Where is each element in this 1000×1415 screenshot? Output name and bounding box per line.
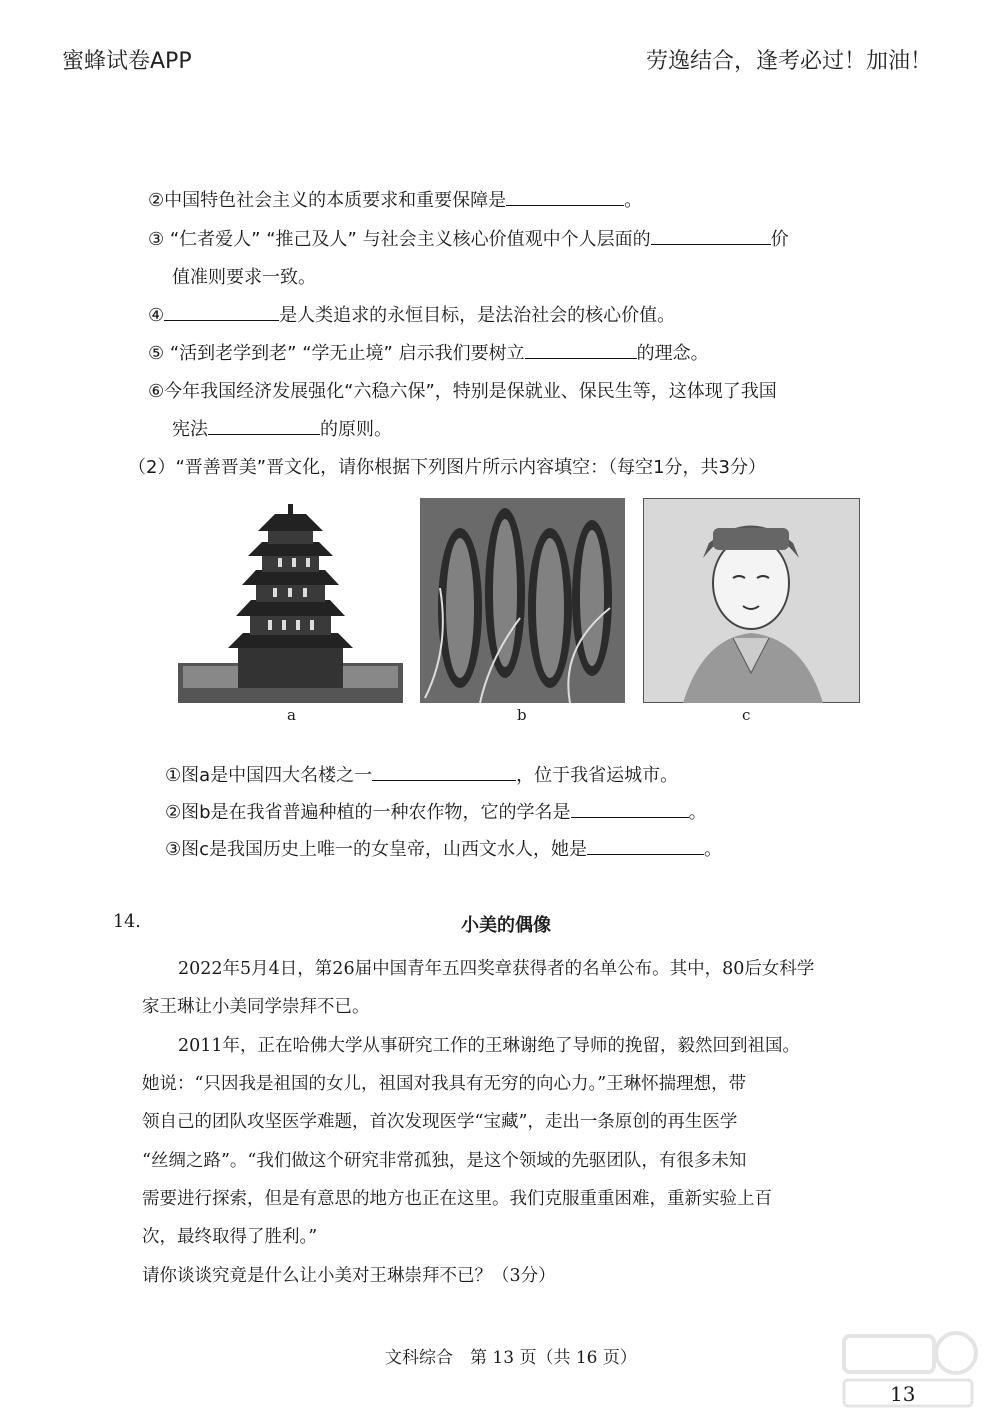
section2-heading: （2）“晋善晋美”晋文化，请你根据下列图片所示内容填空：（每空1分，共3分） xyxy=(128,457,767,478)
item-text: ⑤ “活到老学到老” “学无止境” 启示我们要树立 xyxy=(148,343,525,364)
paragraph-line: 家王琳让小美同学崇拜不已。 xyxy=(142,997,370,1017)
figure-c-portrait xyxy=(643,498,860,703)
item-text: 是人类追求的永恒目标，是法治社会的核心价值。 xyxy=(279,305,676,326)
app-name: 蜜蜂试卷APP xyxy=(62,49,192,74)
caption-a: a xyxy=(287,706,296,724)
fill-item-6: ⑥今年我国经济发展强化“六稳六保”，特别是保就业、保民生等，这体现了我国 xyxy=(148,381,777,402)
page-number: 13 xyxy=(890,1382,916,1406)
item-text: ，位于我省运城市。 xyxy=(516,765,679,786)
paragraph-line: 她说：“只因我是祖国的女儿，祖国对我具有无穷的向心力。”王琳怀揣理想，带 xyxy=(142,1074,747,1094)
item-text: 宪法 xyxy=(172,419,208,440)
item-text: ②中国特色社会主义的本质要求和重要保障是 xyxy=(148,190,507,211)
fill-item-4 xyxy=(148,301,675,327)
caption-b: b xyxy=(517,706,527,724)
fill-item-5 xyxy=(148,339,709,365)
item-text: 价 xyxy=(770,229,789,250)
question-title: 小美的偶像 xyxy=(461,915,551,936)
fill-item-3 xyxy=(148,225,789,251)
figure-item-1 xyxy=(165,761,678,787)
answer-blank[interactable] xyxy=(571,799,689,818)
item-text: ③ “仁者爱人” “推己及人” 与社会主义核心价值观中个人层面的 xyxy=(148,229,651,250)
slogan: 劳逸结合，逢考必过！加油！ xyxy=(645,49,932,74)
fill-item-6-cont xyxy=(172,415,392,441)
paragraph-line: 领自己的团队攻坚医学难题，首次发现医学“宝藏”，走出一条原创的再生医学 xyxy=(142,1112,738,1132)
answer-blank[interactable] xyxy=(587,836,704,855)
item-text: ②图b是在我省普遍种植的一种农作物，它的学名是 xyxy=(165,802,571,823)
item-text: ③图c是我国历史上唯一的女皇帝，山西文水人，她是 xyxy=(165,839,588,860)
answer-blank[interactable] xyxy=(525,340,637,359)
item-text: 。 xyxy=(624,190,643,211)
answer-blank[interactable] xyxy=(164,302,279,321)
figure-b-grain xyxy=(420,498,625,703)
item-text: 。 xyxy=(704,839,723,860)
caption-c: c xyxy=(742,706,751,724)
answer-blank[interactable] xyxy=(506,187,624,206)
item-text: ④ xyxy=(148,305,165,326)
item-text: 的理念。 xyxy=(636,343,709,364)
figure-item-3 xyxy=(165,835,722,861)
page-footer: 文科综合 第 13 页（共 16 页） xyxy=(385,1348,637,1368)
paragraph-line: 2011年，正在哈佛大学从事研究工作的王琳谢绝了导师的挽留，毅然回到祖国。 xyxy=(178,1036,801,1056)
paragraph-line: “丝绸之路”。“我们做这个研究非常孤独，是这个领域的先驱团队，有很多未知 xyxy=(142,1151,747,1171)
paragraph-line: 2022年5月4日，第26届中国青年五四奖章获得者的名单公布。其中，80后女科学 xyxy=(178,959,815,979)
fill-item-2 xyxy=(148,186,642,212)
answer-blank[interactable] xyxy=(208,416,320,435)
figure-a-tower xyxy=(178,498,403,703)
paragraph-line: 需要进行探索，但是有意思的地方也正在这里。我们克服重重困难，重新实验上百 xyxy=(142,1189,772,1209)
item-text: 的原则。 xyxy=(320,419,392,440)
question-number: 14. xyxy=(113,912,141,932)
question-prompt: 请你谈谈究竟是什么让小美对王琳崇拜不已？（3分） xyxy=(142,1266,556,1286)
item-text: ①图a是中国四大名楼之一 xyxy=(165,765,373,786)
answer-blank[interactable] xyxy=(651,226,771,245)
figure-item-2 xyxy=(165,798,707,824)
fill-item-3-cont: 值准则要求一致。 xyxy=(172,267,316,288)
paragraph-line: 次，最终取得了胜利。” xyxy=(142,1227,318,1247)
answer-blank[interactable] xyxy=(372,762,516,781)
watermark-logo xyxy=(838,1318,978,1413)
item-text: 。 xyxy=(688,802,707,823)
